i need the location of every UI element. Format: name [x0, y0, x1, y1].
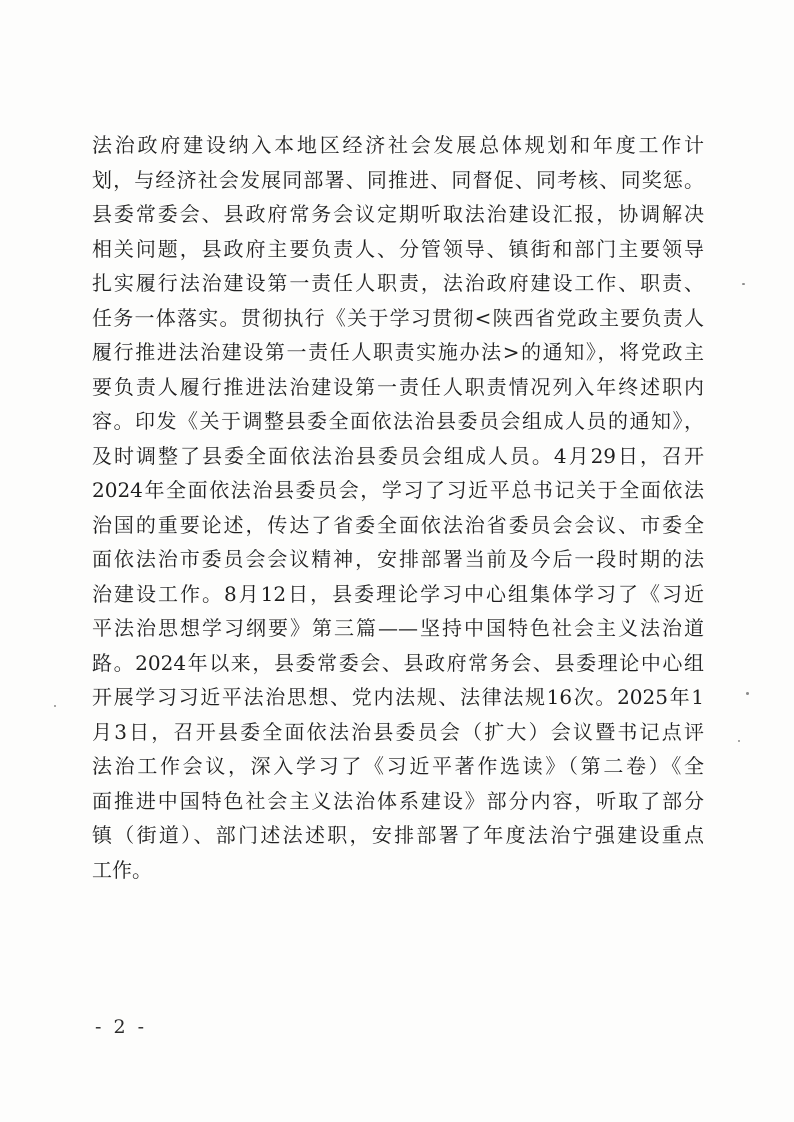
text-line: 法治政府建设纳入本地区经济社会发展总体规划和年度工作计: [92, 133, 704, 157]
text-line: 划，与经济社会发展同部署、同推进、同督促、同考核、同奖惩。: [92, 167, 704, 192]
text-line: 2024年全面依法治县委员会，学习了习近平总书记关于全面依法: [92, 478, 704, 502]
text-line: 扎实履行法治建设第一责任人职责，法治政府建设工作、职责、: [92, 271, 704, 295]
text-line: 治建设工作。8月12日，县委理论学习中心组集体学习了《习近: [92, 581, 704, 606]
scan-speck: [738, 740, 740, 742]
text-line: 治国的重要论述，传达了省委全面依法治省委员会会议、市委全: [92, 512, 704, 537]
scan-speck: [746, 692, 749, 695]
body-paragraph: [92, 128, 704, 887]
text-line: 路。2024年以来，县委常委会、县政府常务会、县委理论中心组: [92, 650, 704, 675]
text-line: 开展学习习近平法治思想、党内法规、法律法规16次。2025年1: [92, 685, 704, 709]
text-line: 及时调整了县委全面依法治县委员会组成人员。4月29日，召开: [92, 443, 704, 468]
text-line: 容。印发《关于调整县委全面依法治县委员会组成人员的通知》，: [92, 409, 704, 433]
text-line: 县委常委会、县政府常务会议定期听取法治建设汇报，协调解决: [92, 202, 704, 226]
text-line: 履行推进法治建设第一责任人职责实施办法>的通知》，将党政主: [92, 340, 704, 364]
text-line: 相关问题，县政府主要负责人、分管领导、镇街和部门主要领导: [92, 236, 704, 261]
text-line: 面依法治市委员会会议精神，安排部署当前及今后一段时期的法: [92, 547, 704, 571]
page-number: - 2 -: [95, 1016, 148, 1038]
text-line: 工作。: [92, 857, 152, 882]
text-line: 平法治思想学习纲要》第三篇——坚持中国特色社会主义法治道: [92, 616, 704, 640]
text-line: 镇（街道）、部门述法述职，安排部署了年度法治宁强建设重点: [92, 823, 704, 847]
text-line: 要负责人履行推进法治建设第一责任人职责情况列入年终述职内: [92, 374, 704, 399]
text-line: 面推进中国特色社会主义法治体系建设》部分内容，听取了部分: [92, 788, 704, 813]
text-line: 月3日，召开县委全面依法治县委员会（扩大）会议暨书记点评: [92, 719, 704, 744]
text-line: 法治工作会议，深入学习了《习近平著作选读》（第二卷）《全: [92, 754, 704, 778]
text-line: 任务一体落实。贯彻执行《关于学习贯彻<陕西省党政主要负责人: [92, 305, 704, 330]
scan-speck: [742, 283, 745, 285]
scan-speck: [54, 705, 56, 707]
